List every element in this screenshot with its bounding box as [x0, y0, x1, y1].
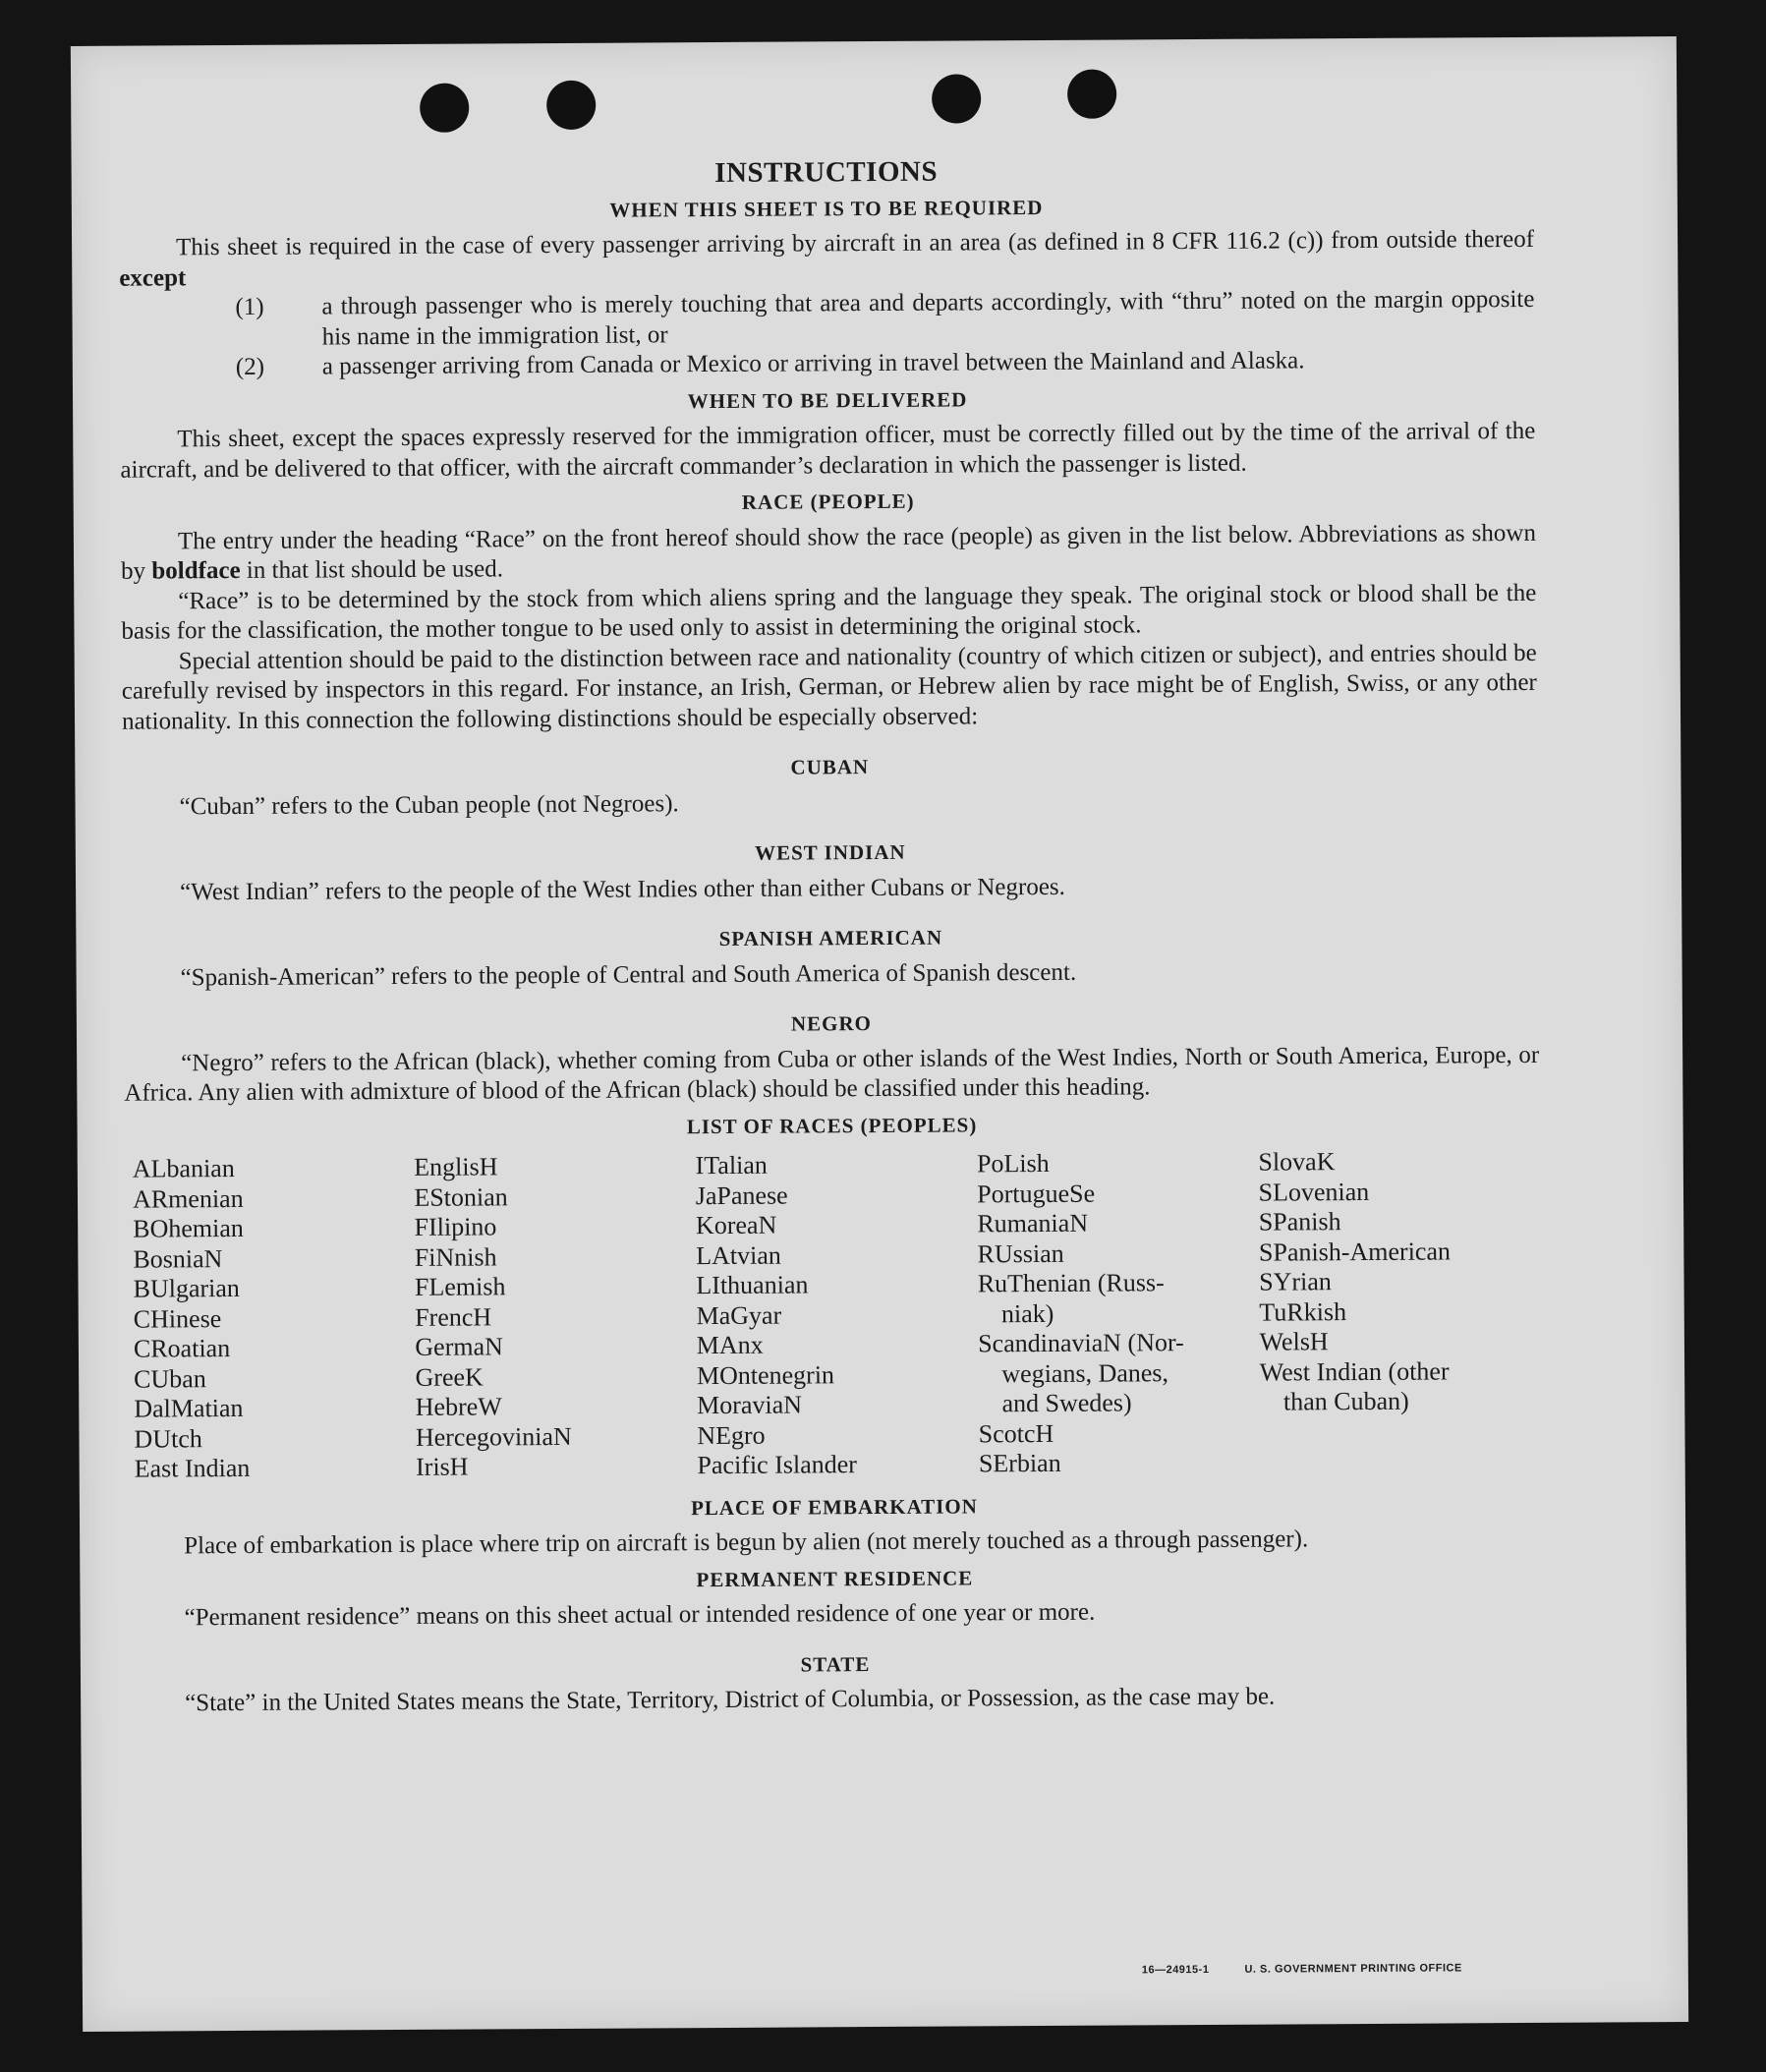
race-entry: PortugueSe [977, 1179, 1096, 1208]
race-entry: DalMatian [134, 1393, 244, 1423]
section-heading: WEST INDIAN [755, 839, 906, 865]
definition: “Spanish-American” refers to the people of Central and South America of Spanish descent. [180, 958, 1077, 991]
race-entry: MaGyar [696, 1300, 782, 1330]
race-entry: SErbian [978, 1448, 1061, 1478]
race-entry: WelsH [1259, 1327, 1329, 1356]
race-entry: East Indian [134, 1453, 251, 1483]
race-column [414, 1151, 697, 1482]
race-entry: IrisH [415, 1452, 469, 1481]
race-entry: SPanish [1258, 1207, 1341, 1237]
text-span: in that list should be used. [246, 555, 504, 584]
list-item [235, 285, 1534, 353]
paragraph [121, 518, 1536, 587]
paragraph: Place of embarkation is place where trip on aircraft is begun by alien (not merely touched as a through passenger). [184, 1525, 1309, 1560]
race-column [133, 1153, 416, 1484]
race-entry: RUssian [977, 1238, 1064, 1268]
race-entry: BosniaN [133, 1243, 223, 1274]
definition: “Permanent residence” means on this sheet actual or intended residence of one year or more. [184, 1598, 1096, 1632]
race-entry: niak) [1000, 1298, 1054, 1328]
item-text: a passenger arriving from Canada or Mexico or arriving in travel between the Mainland and Alaska. [321, 347, 1305, 380]
race-entry: West Indian (other [1259, 1355, 1450, 1387]
document-sheet [71, 36, 1688, 2032]
definition: “West Indian” refers to the people of the West Indies other than either Cubans or Negroes. [180, 873, 1065, 905]
race-entry: MoraviaN [697, 1390, 803, 1420]
text-span: This sheet is required in the case of every passenger arriving by aircraft in an area (as defined in 8 CFR 116.2 (c)) from outside thereof [176, 225, 1535, 261]
race-entry: TuRkish [1259, 1296, 1347, 1327]
race-entry: RumaniaN [977, 1208, 1089, 1238]
race-entry: HebreW [415, 1392, 502, 1421]
punch-hole [1067, 70, 1116, 119]
section-heading: SPANISH AMERICAN [718, 925, 943, 950]
section-heading: PERMANENT RESIDENCE [696, 1565, 974, 1591]
paragraph: “Race” is to be determined by the stock from which aliens spring and the language they speak. The original stock or blood shall be the basis for the classification, the mother tongue to be used only to assist in determining the original stock. [121, 579, 1537, 645]
race-entry: MAnx [696, 1330, 764, 1360]
race-entry: EnglisH [414, 1152, 498, 1181]
bold-text: boldface [151, 556, 241, 585]
form-number: 16—24915-1 [1141, 1963, 1210, 1977]
section-heading: WHEN TO BE DELIVERED [687, 386, 968, 413]
race-entry: CRoatian [133, 1334, 231, 1363]
race-entry: LAtvian [696, 1240, 781, 1270]
paragraph: Special attention should be paid to the distinction between race and nationality (country of which citizen or subject), and entries should be carefully revised by inspectors in this regard. For instance, an Irish, German, or Hebrew alien by race might be of English, Swiss, or any other nationality. In this connection the following distinctions should be especially observed: [121, 639, 1537, 735]
race-entry: SlovaK [1258, 1147, 1336, 1177]
race-entry: PoLish [976, 1148, 1050, 1179]
race-entry: EStonian [414, 1181, 508, 1212]
race-entry: than Cuban) [1282, 1386, 1409, 1416]
text-span: The entry under the heading “Race” on the front hereof should show the race (people) as given in the list below. Abbreviations as shown by [121, 519, 1536, 585]
paragraph: “Negro” refers to the African (black), whether coming from Cuba or other islands of the West Indies, North or South America, Europe, or Africa. Any alien with admixture of blood of the African (black) should be classified under this heading. [124, 1041, 1540, 1107]
item-number: (1) [235, 293, 264, 320]
race-entry: SLovenian [1258, 1177, 1370, 1207]
item-text: a through passenger who is merely touching that area and departs accordingly, with “thru” noted on the margin opposite his name in the immigration list, or [321, 285, 1535, 350]
race-entry: GreeK [415, 1361, 484, 1392]
printer-credit: U. S. GOVERNMENT PRINTING OFFICE [1244, 1962, 1462, 1976]
instructions-content [119, 153, 1544, 1719]
race-entry: ALbanian [132, 1154, 235, 1183]
race-entry: ScandinaviaN (Nor- [978, 1328, 1184, 1358]
section-heading: LIST OF RACES (PEOPLES) [686, 1112, 978, 1138]
punch-hole [546, 81, 596, 130]
footer [1142, 1962, 1498, 1976]
race-entry: SYrian [1259, 1267, 1332, 1296]
section-heading: WHEN THIS SHEET IS TO BE REQUIRED [609, 195, 1044, 222]
section-heading: CUBAN [790, 755, 870, 779]
race-entry: NEgro [697, 1420, 766, 1450]
race-entry: wegians, Danes, [1001, 1357, 1169, 1388]
race-entry: BUlgarian [133, 1273, 240, 1303]
race-entry: BOhemian [133, 1213, 244, 1243]
section-heading: NEGRO [790, 1011, 873, 1036]
section-heading: PLACE OF EMBARKATION [690, 1493, 978, 1520]
page-title: INSTRUCTIONS [714, 155, 939, 190]
race-entry: MOntenegrin [696, 1359, 835, 1390]
paragraph: This sheet, except the spaces expressly reserved for the immigration officer, must be correctly filled out by the time of the arrival of the aircraft, and be delivered to that officer, with the aircraft commander’s declaration in which the passenger is listed. [120, 417, 1536, 484]
item-number: (2) [235, 353, 265, 380]
race-entry: DUtch [134, 1423, 202, 1454]
bold-text: except [119, 263, 187, 292]
race-entry: ITalian [695, 1150, 768, 1180]
punch-hole [420, 84, 469, 133]
race-entry: HercegoviniaN [415, 1421, 572, 1452]
race-entry: LIthuanian [696, 1270, 809, 1300]
race-entry: FiNnish [414, 1241, 497, 1272]
paragraph: “State” in the United States means the State, Territory, District of Columbia, or Possession, as the case may be. [185, 1683, 1276, 1717]
race-entry: FLemish [414, 1272, 506, 1301]
section-heading: STATE [800, 1651, 871, 1677]
race-entry: and Swedes) [1001, 1388, 1132, 1418]
race-entry: FIlipino [414, 1212, 497, 1241]
race-entry: GermaN [415, 1332, 503, 1361]
punch-hole [932, 74, 981, 123]
race-entry: ScotcH [978, 1418, 1054, 1448]
race-column [1258, 1146, 1541, 1477]
race-column [977, 1148, 1260, 1479]
section-heading: RACE (PEOPLE) [741, 489, 915, 514]
race-entry: SPanish-American [1258, 1236, 1452, 1267]
race-column [696, 1149, 979, 1480]
definition: “Cuban” refers to the Cuban people (not Negroes). [179, 789, 679, 820]
paragraph [119, 225, 1534, 294]
race-entry: FrencH [415, 1301, 492, 1332]
race-list [133, 1146, 1542, 1484]
race-entry: ARmenian [132, 1183, 244, 1214]
race-entry: Pacific Islander [697, 1450, 858, 1480]
race-entry: CUban [134, 1363, 206, 1394]
race-entry: KoreaN [695, 1210, 777, 1240]
race-entry: JaPanese [695, 1180, 788, 1210]
race-entry: RuThenian (Russ- [977, 1268, 1165, 1298]
race-entry: CHinese [133, 1303, 222, 1334]
